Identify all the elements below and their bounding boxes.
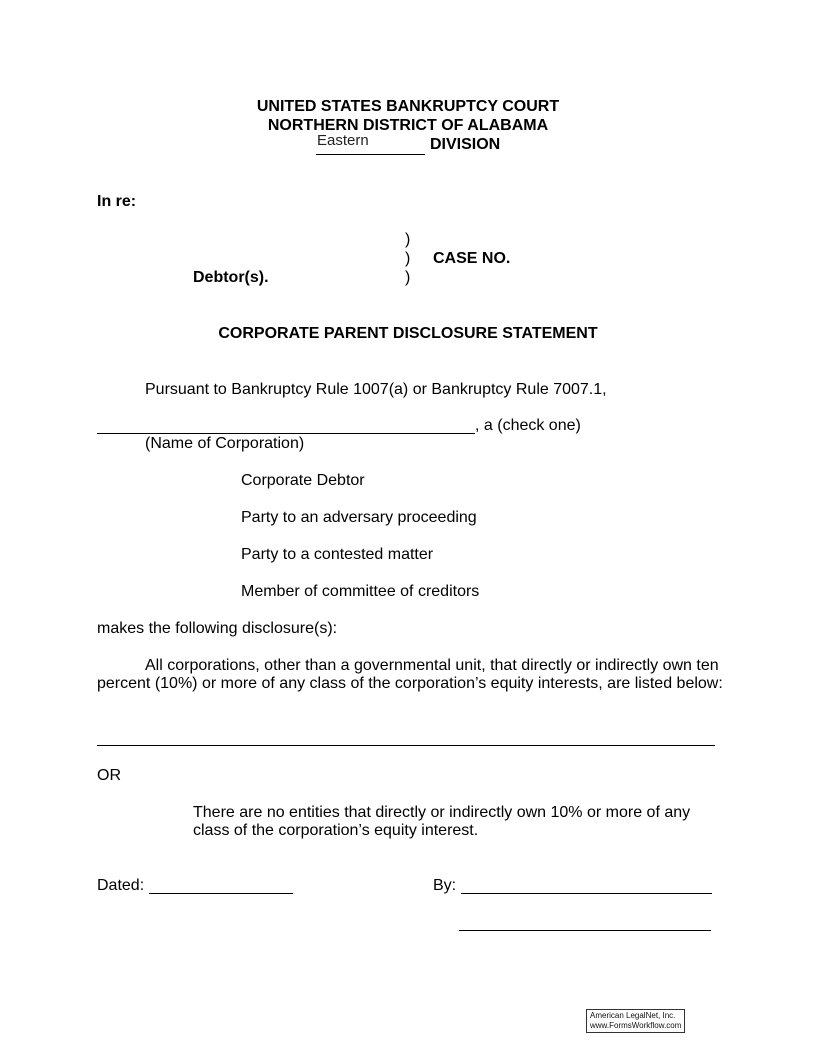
caption-paren-1: ) bbox=[405, 231, 411, 248]
division-label: DIVISION bbox=[430, 136, 501, 153]
debtors-label: Debtor(s). bbox=[193, 269, 269, 286]
document-title: CORPORATE PARENT DISCLOSURE STATEMENT bbox=[218, 325, 598, 342]
makes-disclosure-text: makes the following disclosure(s): bbox=[97, 620, 338, 637]
by-label: By: bbox=[433, 877, 457, 894]
owners-list-field[interactable] bbox=[97, 745, 715, 746]
caption-paren-3: ) bbox=[405, 269, 411, 286]
option-committee-member[interactable]: Member of committee of creditors bbox=[241, 583, 480, 600]
signature-name-field[interactable] bbox=[459, 930, 711, 931]
district-name: NORTHERN DISTRICT OF ALABAMA bbox=[267, 117, 549, 134]
court-name: UNITED STATES BANKRUPTCY COURT bbox=[256, 98, 560, 115]
in-re-label: In re: bbox=[97, 193, 137, 210]
signature-field[interactable] bbox=[461, 893, 712, 894]
all-corporations-paragraph: All corporations, other than a governmental unit, that directly or indirectly own ten percent (10%) or more of any class of the corporation’s equity interests, are listed below: bbox=[97, 657, 723, 692]
option-corporate-debtor[interactable]: Corporate Debtor bbox=[241, 472, 365, 489]
stamp-line-2: www.FormsWorkflow.com bbox=[590, 1021, 682, 1030]
stamp-line-1: American LegalNet, Inc. bbox=[590, 1011, 676, 1020]
pursuant-text: Pursuant to Bankruptcy Rule 1007(a) or Bankruptcy Rule 7007.1, bbox=[145, 381, 607, 398]
forms-workflow-stamp bbox=[586, 1009, 685, 1033]
division-value: Eastern bbox=[317, 132, 369, 149]
option-contested-matter[interactable]: Party to a contested matter bbox=[241, 546, 434, 563]
corporation-name-field[interactable] bbox=[97, 433, 475, 434]
or-label: OR bbox=[97, 767, 121, 784]
dated-field[interactable] bbox=[149, 893, 293, 894]
option-adversary-proceeding[interactable]: Party to an adversary proceeding bbox=[241, 509, 477, 526]
check-one-text: , a (check one) bbox=[475, 417, 581, 434]
no-entities-paragraph: There are no entities that directly or indirectly own 10% or more of any class of the corporation’s equity interest. bbox=[193, 804, 691, 839]
caption-paren-2: ) bbox=[405, 250, 411, 267]
name-of-corporation-caption: (Name of Corporation) bbox=[145, 435, 305, 452]
dated-label: Dated: bbox=[97, 877, 145, 894]
case-no-label: CASE NO. bbox=[433, 250, 511, 267]
division-field[interactable] bbox=[316, 132, 425, 155]
